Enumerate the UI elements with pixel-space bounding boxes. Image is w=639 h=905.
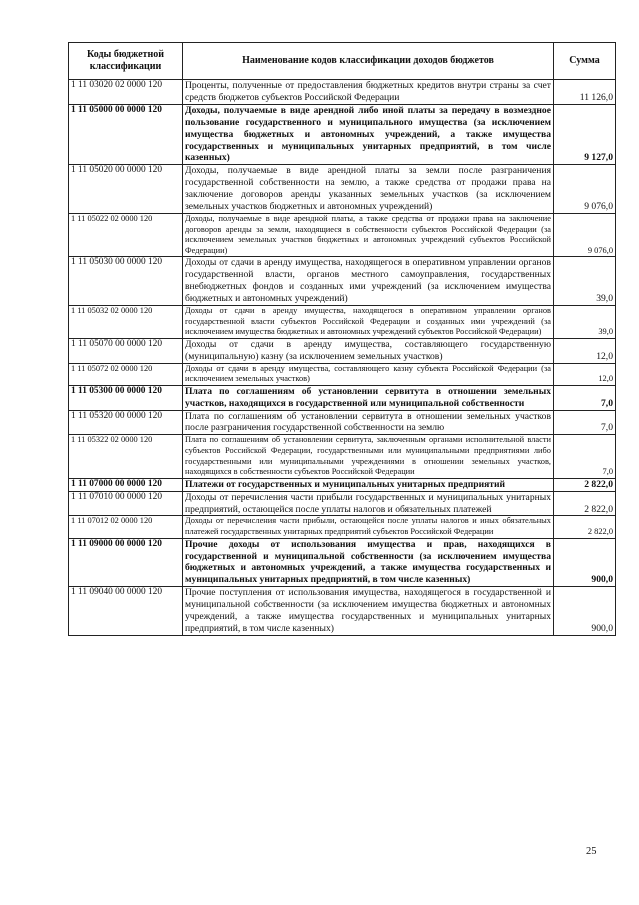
row-name: Платежи от государственных и муниципальных унитарных предприятий (183, 478, 554, 491)
row-code: 1 11 05000 00 0000 120 (69, 104, 183, 165)
table-row (69, 104, 616, 165)
row-name: Доходы от сдачи в аренду имущества, находящегося в оперативном управлении органов государственной власти, органов местного самоуправления, государственных внебюджетных фондов и созданных ими учреждений (за исключением имущества бюджетных и автономных учреждений) (183, 257, 554, 306)
table-row (69, 516, 616, 538)
table-row (69, 385, 616, 410)
table-row (69, 587, 616, 636)
row-sum: 2 822,0 (554, 491, 616, 516)
row-sum: 7,0 (554, 410, 616, 435)
row-name: Плата по соглашениям об установлении сервитута в отношении земельных участков, находящихся в государственной или муниципальной собственности (183, 385, 554, 410)
table-header-row (69, 43, 616, 80)
row-sum: 12,0 (554, 363, 616, 385)
table-row (69, 305, 616, 338)
row-code: 1 11 05030 00 0000 120 (69, 257, 183, 306)
row-sum: 9 127,0 (554, 104, 616, 165)
row-name: Доходы от перечисления части прибыли государственных и муниципальных унитарных предприятий, остающейся после уплаты налогов и обязательных платежей (183, 491, 554, 516)
table-row (69, 410, 616, 435)
row-code: 1 11 05032 02 0000 120 (69, 305, 183, 338)
header-code: Коды бюджетной классификации (69, 43, 183, 80)
row-sum: 12,0 (554, 338, 616, 363)
row-code: 1 11 07000 00 0000 120 (69, 478, 183, 491)
row-code: 1 11 05070 00 0000 120 (69, 338, 183, 363)
row-name: Доходы от сдачи в аренду имущества, составляющего казну субъекта Российской Федерации (за исключением земельных участков) (183, 363, 554, 385)
row-name: Плата по соглашениям об установлении сервитута в отношении земельных участков после разграничения государственной собственности на землю (183, 410, 554, 435)
row-code: 1 11 09040 00 0000 120 (69, 587, 183, 636)
budget-revenue-table (68, 42, 616, 636)
row-sum: 2 822,0 (554, 478, 616, 491)
row-name: Доходы от перечисления части прибыли, остающейся после уплаты налогов и иных обязательных платежей государственных унитарных предприятий субъектов Российской Федерации (183, 516, 554, 538)
page-number: 25 (586, 846, 597, 857)
table-row (69, 213, 616, 256)
row-code: 1 11 05020 00 0000 120 (69, 165, 183, 214)
table-row (69, 435, 616, 478)
row-code: 1 11 09000 00 0000 120 (69, 538, 183, 587)
row-sum: 9 076,0 (554, 165, 616, 214)
row-name: Плата по соглашениям об установлении сервитута, заключенным органами исполнительной власти субъектов Российской Федерации, государственными или муниципальными предприятиями либо государственными или муниципальными учреждениями в отношении земельных участков, находящихся в собственности субъектов Российской Федерации (183, 435, 554, 478)
row-sum: 2 822,0 (554, 516, 616, 538)
row-sum: 39,0 (554, 305, 616, 338)
table-row (69, 363, 616, 385)
row-sum: 900,0 (554, 538, 616, 587)
row-sum: 39,0 (554, 257, 616, 306)
row-code: 1 11 05322 02 0000 120 (69, 435, 183, 478)
row-sum: 11 126,0 (554, 80, 616, 105)
row-code: 1 11 03020 02 0000 120 (69, 80, 183, 105)
table-row (69, 338, 616, 363)
row-sum: 7,0 (554, 435, 616, 478)
header-name: Наименование кодов классификации доходов бюджетов (183, 43, 554, 80)
row-sum: 7,0 (554, 385, 616, 410)
row-code: 1 11 05022 02 0000 120 (69, 213, 183, 256)
row-name: Доходы от сдачи в аренду имущества, составляющего государственную (муниципальную) казну (за исключением земельных участков) (183, 338, 554, 363)
table-row (69, 165, 616, 214)
table-row (69, 80, 616, 105)
table-row (69, 478, 616, 491)
table-body (69, 80, 616, 636)
row-code: 1 11 05300 00 0000 120 (69, 385, 183, 410)
table-row (69, 538, 616, 587)
row-name: Проценты, полученные от предоставления бюджетных кредитов внутри страны за счет средств бюджетов субъектов Российской Федерации (183, 80, 554, 105)
row-name: Доходы, получаемые в виде арендной платы за земли после разграничения государственной собственности на землю, а также средства от продажи права на заключение договоров аренды указанных земельных участков (за исключением земельных участков бюджетных и автономных учреждений) (183, 165, 554, 214)
row-name: Прочие поступления от использования имущества, находящегося в государственной и муниципальной собственности (за исключением имущества бюджетных и автономных учреждений, а также имущества государственных и муниципальных унитарных предприятий, в том числе казенных) (183, 587, 554, 636)
table-row (69, 257, 616, 306)
header-sum: Сумма (554, 43, 616, 80)
row-name: Доходы, получаемые в виде арендной либо иной платы за передачу в возмездное пользование государственного и муниципального имущества (за исключением имущества бюджетных и автономных учреждений, а также имущества государственных и муниципальных унитарных предприятий, в том числе казенных) (183, 104, 554, 165)
row-name: Доходы от сдачи в аренду имущества, находящегося в оперативном управлении органов государственной власти субъектов Российской Федерации и созданных ими учреждений (за исключением имущества бюджетных и автономных учреждений субъектов Российской Федерации) (183, 305, 554, 338)
row-code: 1 11 05320 00 0000 120 (69, 410, 183, 435)
row-sum: 900,0 (554, 587, 616, 636)
row-name: Прочие доходы от использования имущества и прав, находящихся в государственной и муниципальной собственности (за исключением имущества бюджетных и автономных учреждений, а также имущества государственных и муниципальных унитарных предприятий, в том числе казенных) (183, 538, 554, 587)
table-row (69, 491, 616, 516)
row-name: Доходы, получаемые в виде арендной платы, а также средства от продажи права на заключение договоров аренды за земли, находящиеся в собственности субъектов Российской Федерации (за исключением земельных участков бюджетных и автономных учреждений субъектов Российской Федерации) (183, 213, 554, 256)
row-code: 1 11 05072 02 0000 120 (69, 363, 183, 385)
row-code: 1 11 07012 02 0000 120 (69, 516, 183, 538)
row-sum: 9 076,0 (554, 213, 616, 256)
row-code: 1 11 07010 00 0000 120 (69, 491, 183, 516)
